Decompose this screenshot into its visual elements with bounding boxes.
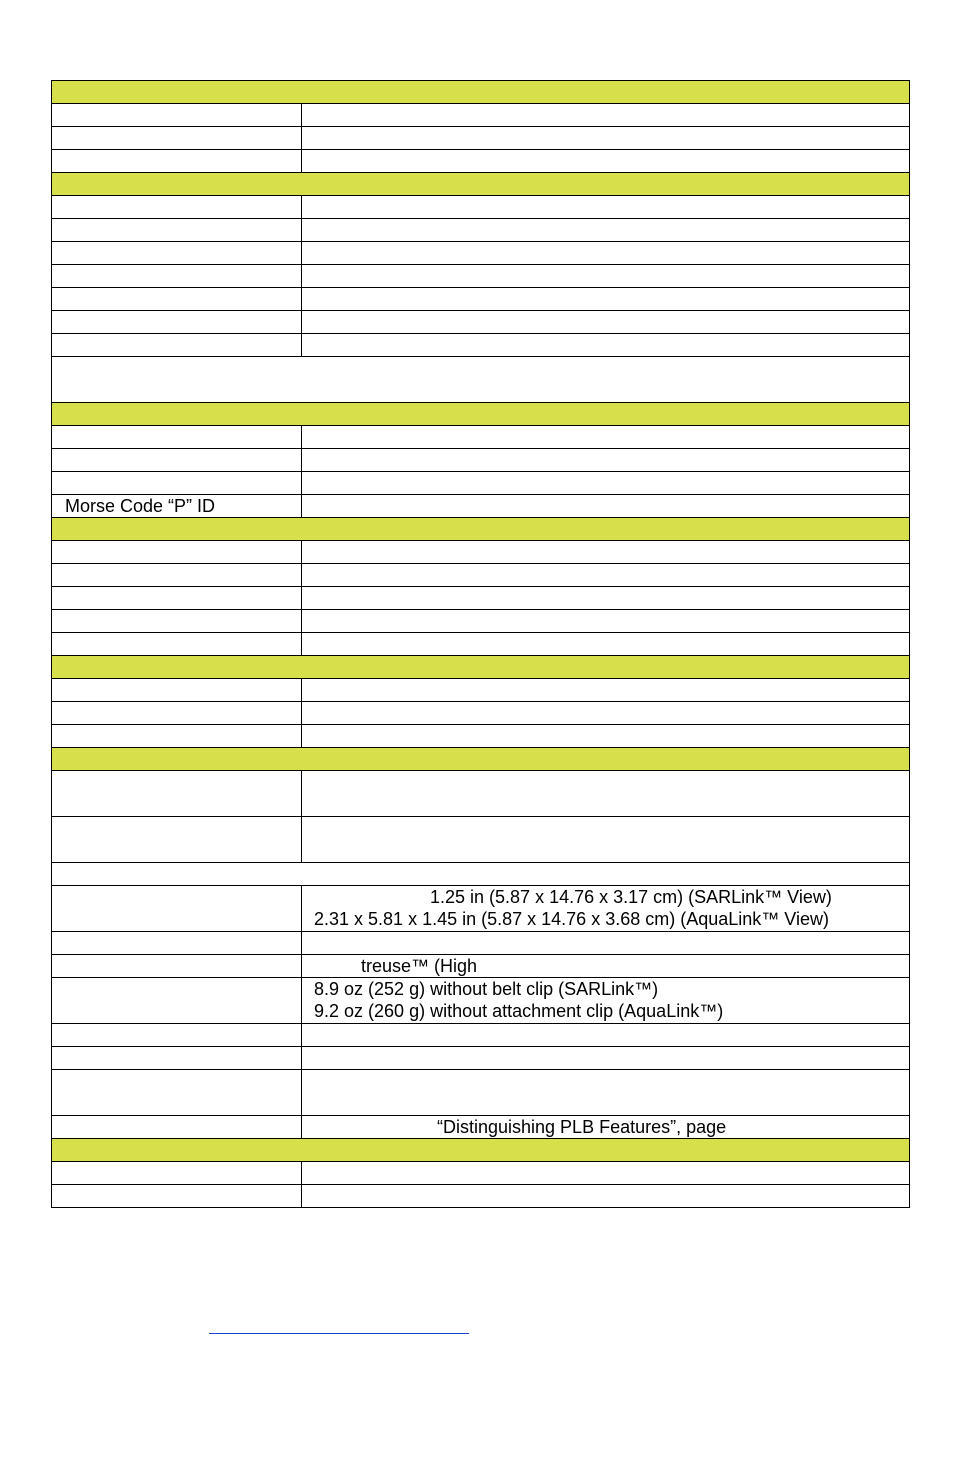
table-row <box>52 219 910 242</box>
weight-line-1: 8.9 oz (252 g) without belt clip (SARLink™) <box>314 979 659 999</box>
morse-code-label: Morse Code “P” ID <box>52 495 302 518</box>
table-row <box>52 771 910 817</box>
table-row <box>52 817 910 863</box>
table-row <box>52 587 910 610</box>
table-row <box>52 725 910 748</box>
table-row <box>52 1185 910 1208</box>
table-row <box>52 1162 910 1185</box>
specifications-table <box>51 80 910 1208</box>
section-header <box>52 403 910 426</box>
table-row <box>52 564 910 587</box>
features-value: “Distinguishing PLB Features”, page <box>437 1117 727 1137</box>
section-header <box>52 518 910 541</box>
table-row <box>52 1047 910 1070</box>
table-row <box>52 541 910 564</box>
table-row <box>52 311 910 334</box>
dimensions-line-2: 2.31 x 5.81 x 1.45 in (5.87 x 14.76 x 3.68 cm) (AquaLink™ View) <box>314 909 829 929</box>
dimensions-line-1: 1.25 in (5.87 x 14.76 x 3.17 cm) (SARLink™ View) <box>430 887 832 907</box>
table-row <box>52 932 910 955</box>
table-row <box>52 104 910 127</box>
color-row <box>52 955 910 978</box>
table-row <box>52 127 910 150</box>
table-row <box>52 1024 910 1047</box>
table-row <box>52 288 910 311</box>
table-row <box>52 265 910 288</box>
table-note-row <box>52 863 910 886</box>
section-header <box>52 1139 910 1162</box>
table-row <box>52 679 910 702</box>
table-row <box>52 702 910 725</box>
section-header <box>52 81 910 104</box>
table-row <box>52 242 910 265</box>
table-row <box>52 472 910 495</box>
table-row <box>52 196 910 219</box>
dimensions-row <box>52 886 910 932</box>
features-row <box>52 1116 910 1139</box>
weight-value <box>302 978 910 1024</box>
table-row <box>52 633 910 656</box>
color-value: treuse™ (High <box>361 956 478 976</box>
hyperlink-underline[interactable] <box>209 1333 469 1334</box>
table-row <box>52 449 910 472</box>
table-row <box>52 495 910 518</box>
table-note-row <box>52 357 910 403</box>
weight-line-2: 9.2 oz (260 g) without attachment clip (AquaLink™) <box>314 1001 724 1021</box>
table-row <box>52 1070 910 1116</box>
table-row <box>52 610 910 633</box>
weight-row <box>52 978 910 1024</box>
table-row <box>52 150 910 173</box>
section-header <box>52 748 910 771</box>
table-row <box>52 334 910 357</box>
section-header <box>52 656 910 679</box>
dimensions-value <box>302 886 910 932</box>
table-row <box>52 426 910 449</box>
section-header <box>52 173 910 196</box>
